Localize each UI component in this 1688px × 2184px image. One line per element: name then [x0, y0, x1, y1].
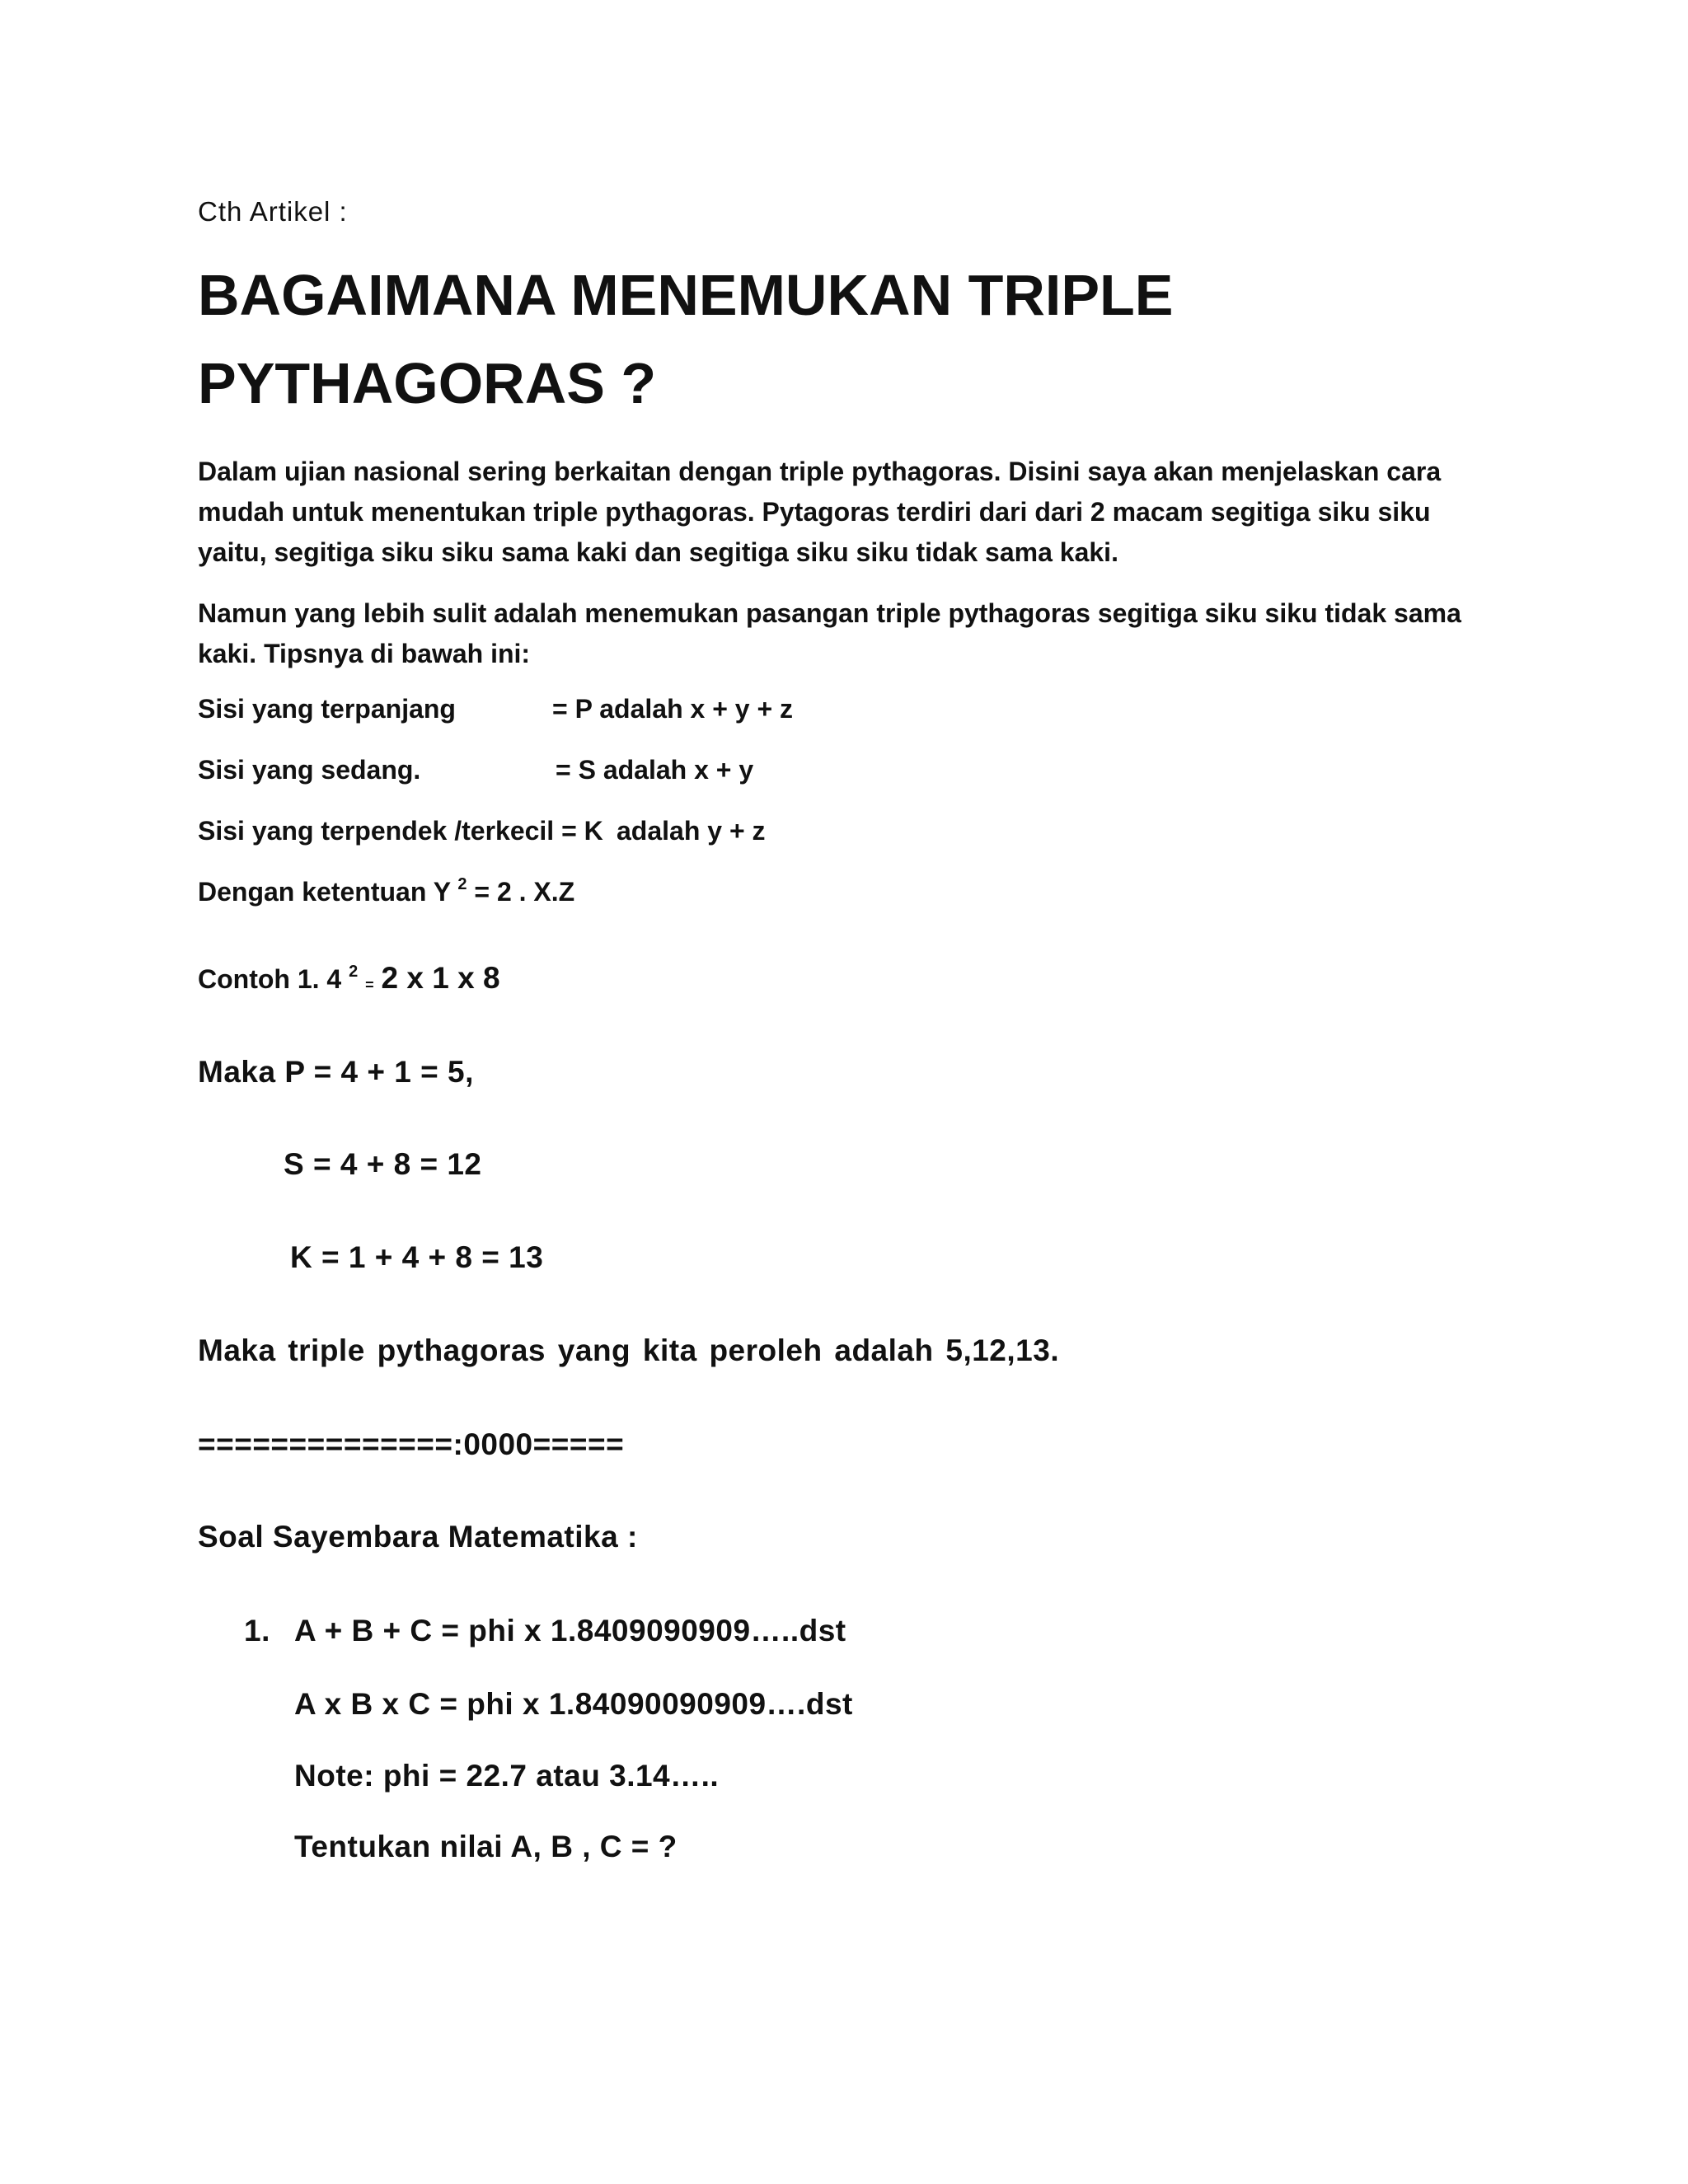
- result-k: K = 1 + 4 + 8 = 13: [290, 1240, 544, 1274]
- example-equals: =: [365, 977, 374, 993]
- condition-line: [198, 877, 574, 907]
- article-label: Cth Artikel :: [198, 196, 348, 227]
- condition-exponent: 2: [457, 875, 467, 893]
- condition-prefix: Dengan ketentuan Y: [198, 877, 451, 907]
- contest-line-note: Note: phi = 22.7 atau 3.14…..: [294, 1759, 720, 1793]
- definition-term-shortest: Sisi yang terpendek /terkecil = K: [198, 816, 603, 846]
- contest-line-product: A x B x C = phi x 1.84090090909….dst: [294, 1687, 853, 1721]
- tips-paragraph: Namun yang lebih sulit adalah menemukan pasangan triple pythagoras segitiga siku siku tidak sama kaki. Tipsnya di bawah ini:: [198, 598, 1461, 668]
- contest-line-sum: A + B + C = phi x 1.8409090909…..dst: [294, 1614, 846, 1647]
- definition-term-longest: Sisi yang terpanjang: [198, 694, 456, 724]
- definition-value-shortest: adalah y + z: [617, 816, 766, 846]
- conclusion: Maka triple pythagoras yang kita peroleh adalah 5,12,13.: [198, 1333, 1060, 1367]
- definition-term-medium: Sisi yang sedang.: [198, 755, 421, 785]
- article-title-line2: PYTHAGORAS ?: [198, 351, 657, 415]
- article-title-line1: BAGAIMANA MENEMUKAN TRIPLE: [198, 263, 1174, 327]
- condition-suffix: = 2 . X.Z: [474, 877, 575, 907]
- example-prefix: Contoh 1. 4: [198, 964, 342, 994]
- contest-item-number: 1.: [244, 1614, 270, 1647]
- contest-heading: Soal Sayembara Matematika :: [198, 1520, 638, 1554]
- separator: ==============:0000=====: [198, 1427, 625, 1461]
- definition-value-longest: = P adalah x + y + z: [552, 694, 794, 724]
- result-s: S = 4 + 8 = 12: [284, 1147, 482, 1181]
- contest-line-question: Tentukan nilai A, B , C = ?: [294, 1830, 678, 1863]
- example-product: 2 x 1 x 8: [381, 961, 500, 995]
- intro-paragraph: Dalam ujian nasional sering berkaitan dengan triple pythagoras. Disini saya akan menjelaskan cara mudah untuk menentukan triple pythagoras. Pytagoras terdiri dari dari 2 macam segitiga siku siku yaitu, segitiga siku siku sama kaki dan segitiga siku siku tidak sama kaki.: [198, 457, 1442, 567]
- result-p: Maka P = 4 + 1 = 5,: [198, 1055, 474, 1089]
- definition-value-medium: = S adalah x + y: [556, 755, 754, 785]
- example-exponent: 2: [349, 963, 359, 981]
- example-line: [198, 961, 500, 996]
